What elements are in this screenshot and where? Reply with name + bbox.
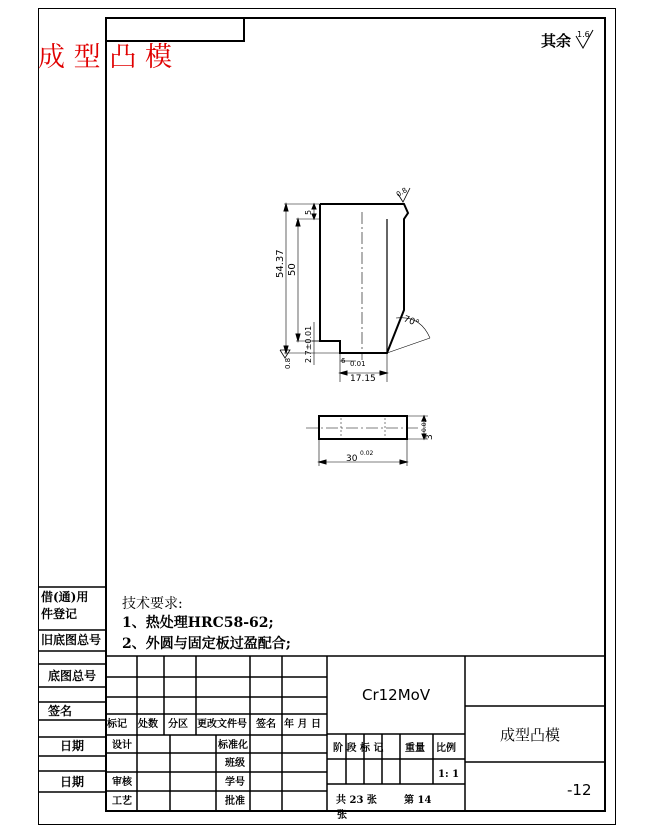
dim-top-offset: 5 — [304, 209, 313, 215]
hdr-mark: 标记 — [107, 719, 127, 730]
tech-line-2: 2、外圆与固定板过盈配合; — [122, 636, 291, 652]
tech-heading: 技术要求: — [122, 596, 183, 612]
margin-borrow: 借(通)用 — [41, 590, 89, 604]
punch-view — [280, 188, 430, 382]
dim-total-height: 54.37 — [275, 249, 286, 278]
hdr-ymd: 年 月 日 — [284, 719, 321, 730]
tech-line-1: 1、热处理HRC58-62; — [122, 615, 274, 631]
margin-signature: 签名 — [48, 704, 73, 718]
scale-value: 1: 1 — [438, 769, 460, 780]
margin-base-drawing: 底图总号 — [48, 669, 97, 683]
margin-date-1: 日期 — [60, 739, 85, 753]
label-process: 工艺 — [112, 796, 132, 807]
roughness-top-value: 0.8 — [395, 186, 409, 199]
part-title: 成型凸模 — [38, 42, 172, 73]
plate-outline — [319, 416, 407, 439]
label-sheet-unit: 张 — [337, 810, 347, 821]
label-weight: 重量 — [405, 743, 425, 754]
margin-old-drawing: 旧底图总号 — [41, 633, 102, 647]
dim-small-1: 6 — [341, 357, 346, 365]
dim-plate-length-tol: 0.02 — [360, 450, 374, 457]
top-left-box — [106, 18, 244, 41]
material: Cr12MoV — [362, 686, 431, 704]
plate-view — [306, 416, 428, 466]
label-approve: 批准 — [225, 796, 245, 807]
hdr-zone: 分区 — [168, 719, 188, 730]
title-block-name: 成型凸模 — [500, 726, 561, 744]
label-sheet-no: 第 14 — [404, 795, 432, 806]
dim-plate-thick: 3 — [425, 434, 435, 440]
dim-angle: 70° — [401, 314, 421, 330]
hdr-sign: 签名 — [256, 719, 276, 730]
dim-shoulder: 2.7±0.01 — [304, 325, 313, 363]
dim-width: 17.15 — [350, 374, 376, 384]
inner-frame — [106, 18, 605, 811]
label-standardize: 标准化 — [218, 740, 248, 751]
dim-plate-length: 30 — [346, 454, 358, 464]
label-sheets: 共 23 张 — [336, 795, 377, 806]
dim-body-height: 50 — [287, 263, 298, 276]
roughness-bottom-value: 0.8 — [284, 357, 292, 369]
margin-register: 件登记 — [41, 607, 78, 621]
dim-small-2: 0.01 — [350, 360, 366, 368]
hdr-change: 更改文件号 — [197, 719, 247, 730]
margin-date-2: 日期 — [60, 775, 85, 789]
drawing-number: -12 — [567, 781, 592, 799]
label-class: 班级 — [225, 758, 245, 769]
label-design: 设计 — [112, 740, 132, 751]
roughness-other-value: 1.6 — [577, 30, 590, 39]
dim-plate-thick-tol: 0.02 — [421, 418, 428, 432]
label-student-no: 学号 — [225, 777, 245, 788]
punch-outline — [320, 204, 408, 353]
label-stage-mark: 阶 段 标 记 — [333, 743, 384, 754]
roughness-other-label: 其余 — [541, 32, 572, 50]
hdr-count: 处数 — [138, 719, 158, 730]
label-scale: 比例 — [436, 743, 456, 754]
label-review: 审核 — [112, 777, 132, 788]
